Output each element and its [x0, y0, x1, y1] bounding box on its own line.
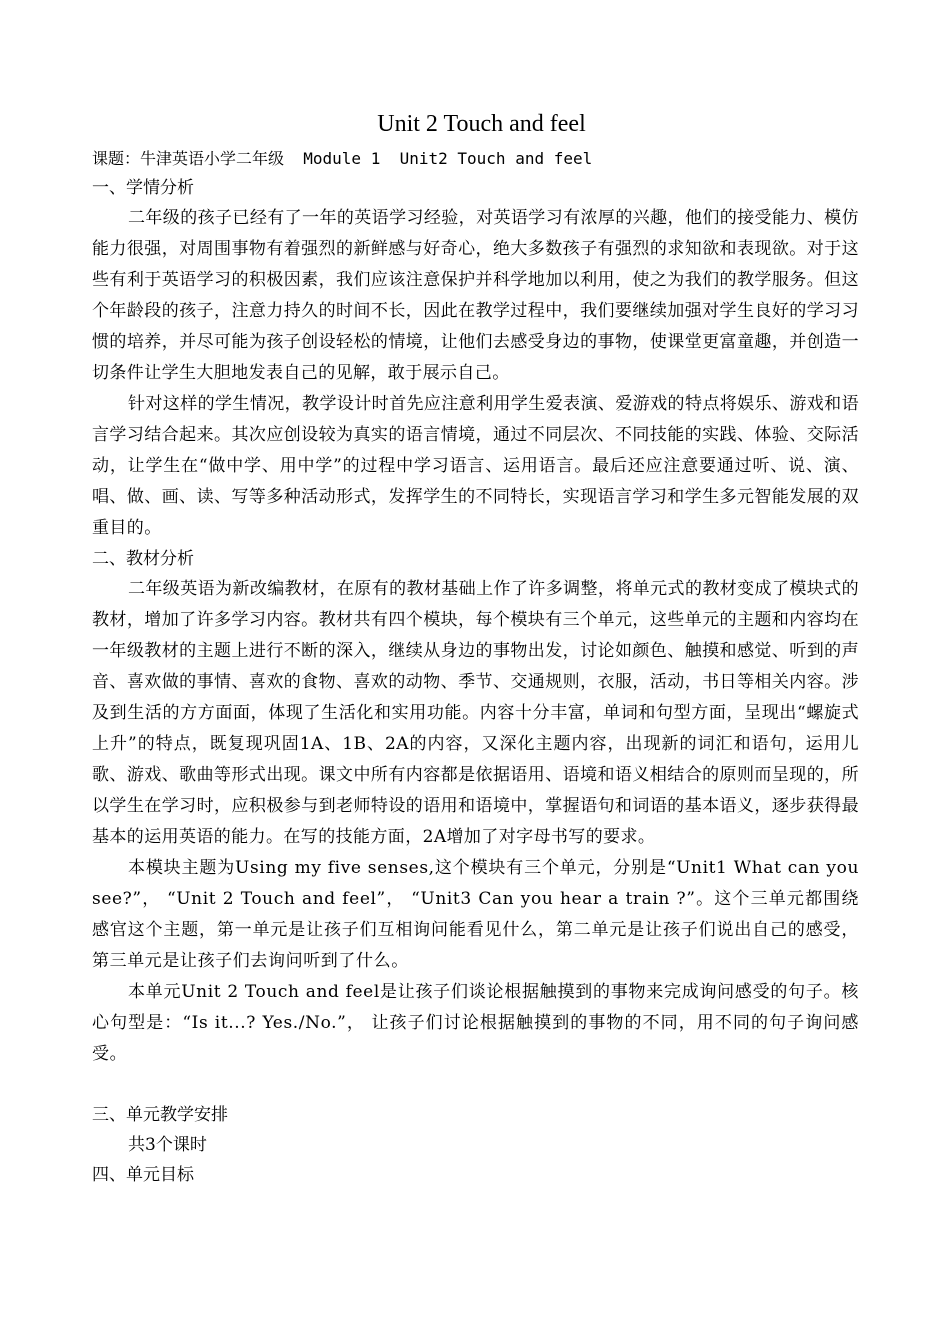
section-heading-textbook-analysis: 二、教材分析: [92, 549, 194, 569]
document-title: Unit 2 Touch and feel: [377, 111, 586, 137]
document-page: [92, 106, 859, 1190]
section-heading-learner-analysis: 一、学情分析: [92, 178, 194, 198]
section-heading-unit-objectives: 四、单元目标: [92, 1165, 194, 1185]
paragraph: 针对这样的学生情况，教学设计时首先应注意利用学生爱表演、爱游戏的特点将娱乐、游戏和语言学习结合起来。其次应创设较为真实的语言情境，通过不同层次、不同技能的实践、体验、交际活动，让学生在“做中学、用中学”的过程中学习语言、运用语言。最后还应注意要通过听、说、演、唱、做、画、读、写等多种活动形式，发挥学生的不同特长，实现语言学习和学生多元智能发展的双重目的。: [92, 394, 859, 538]
paragraph: 二年级英语为新改编教材，在原有的教材基础上作了许多调整，将单元式的教材变成了模块式的教材，增加了许多学习内容。教材共有四个模块，每个模块有三个单元，这些单元的主题和内容均在一年级教材的主题上进行不断的深入，继续从身边的事物出发，讨论如颜色、触摸和感觉、听到的声音、喜欢做的事情、喜欢的食物、喜欢的动物、季节、交通规则，衣服，活动，书日等相关内容。涉及到生活的方方面面，体现了生活化和实用功能。内容十分丰富，单词和句型方面，呈现出“螺旋式上升”的特点，既复现巩固1A、1B、2A的内容，又深化主题内容，出现新的词汇和语句，运用儿歌、游戏、歌曲等形式出现。课文中所有内容都是依据语用、语境和语义相结合的原则而呈现的，所以学生在学习时，应积极参与到老师特设的语用和语境中，掌握语句和词语的基本语义，逐步获得最基本的运用英语的能力。在写的技能方面，2A增加了对字母书写的要求。: [92, 579, 859, 847]
paragraph: 本模块主题为Using my five senses,这个模块有三个单元，分别是“Unit1 What can you see?”， “Unit 2 Touch and feel”， “Unit3 Can you hear a train ?”。这个三单元都围绕感官这个主题，第一单元是让孩子们互相询问能看见什么，第二单元是让孩子们说出自己的感受，第三单元是让孩子们去询问听到了什么。: [92, 858, 859, 971]
course-line: 课题：牛津英语小学二年级 Module 1 Unit2 Touch and feel: [92, 149, 593, 168]
lesson-count: 共3个课时: [128, 1135, 207, 1155]
paragraph: 二年级的孩子已经有了一年的英语学习经验，对英语学习有浓厚的兴趣，他们的接受能力、模仿能力很强，对周围事物有着强烈的新鲜感与好奇心，绝大多数孩子有强烈的求知欲和表现欲。对于这些有利于英语学习的积极因素，我们应该注意保护并科学地加以利用，使之为我们的教学服务。但这个年龄段的孩子，注意力持久的时间不长，因此在教学过程中，我们要继续加强对学生良好的学习习惯的培养，并尽可能为孩子创设轻松的情境，让他们去感受身边的事物，使课堂更富童趣，并创造一切条件让学生大胆地发表自己的见解，敢于展示自己。: [92, 208, 859, 383]
blank-line: [92, 1070, 859, 1100]
paragraph: 本单元Unit 2 Touch and feel是让孩子们谈论根据触摸到的事物来完成询问感受的句子。核心句型是：“Is it...? Yes./No.”， 让孩子们讨论根据触摸到的事物的不同，用不同的句子询问感受。: [92, 982, 859, 1064]
section-heading-unit-schedule: 三、单元教学安排: [92, 1105, 228, 1125]
